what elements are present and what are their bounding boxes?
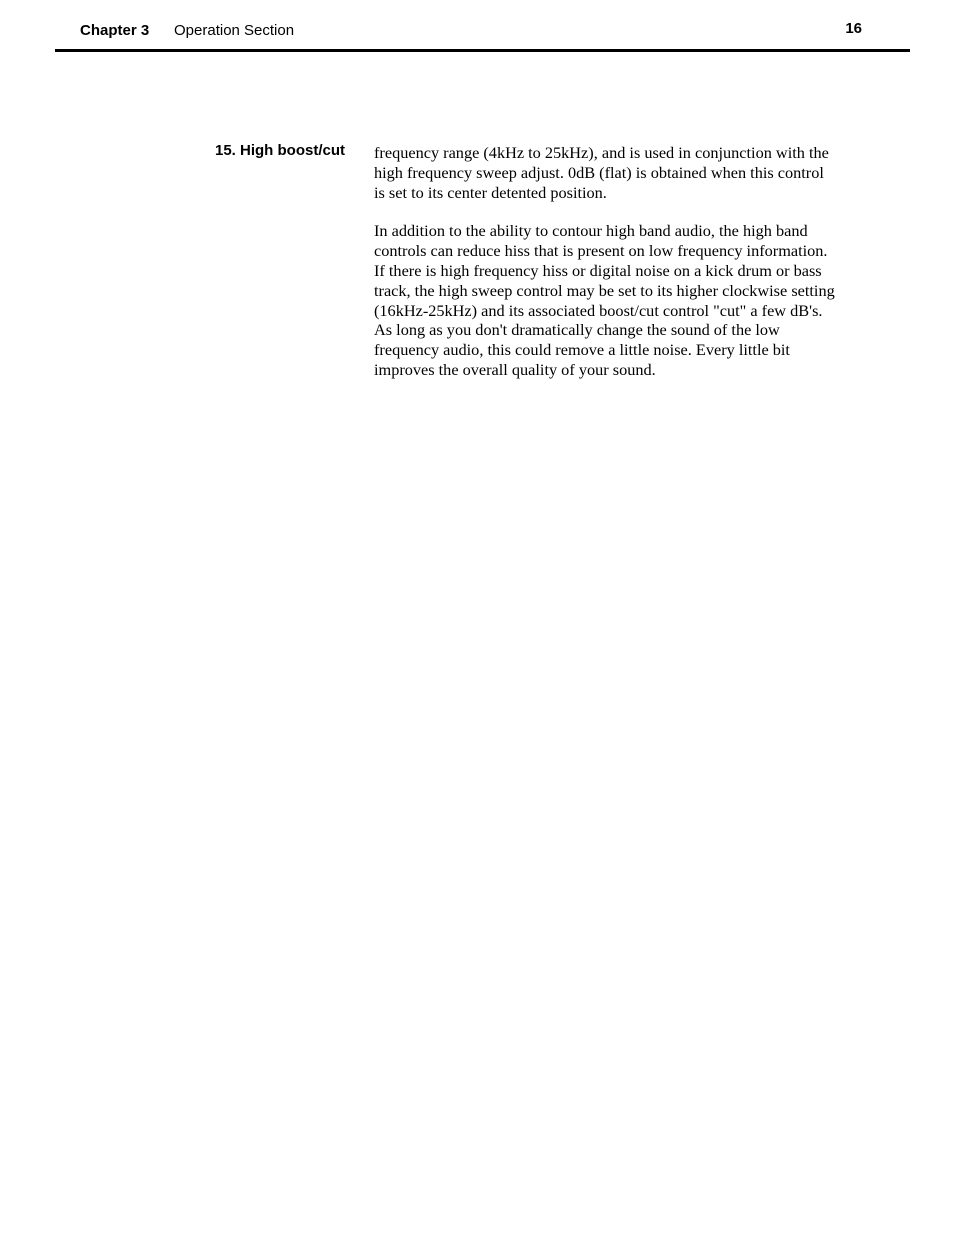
item-description bbox=[374, 143, 866, 399]
chapter-label: Chapter 3 bbox=[80, 22, 150, 39]
item-heading: 15. High boost/cut bbox=[215, 142, 346, 159]
page-number: 16 bbox=[845, 20, 862, 37]
paragraph-2: In addition to the ability to contour high band audio, the high band controls can reduce hiss that is present on low frequency information. If there is high frequency hiss or digital noise on a kick drum or bass track, the high sweep control may be set to its higher clockwise setting (16kHz-25kHz) and its associated boost/cut control "cut" a few dB's. As long as you don't dramatically change the sound of the low frequency audio, this could remove a little noise. Every little bit improves the overall quality of your sound. bbox=[374, 221, 835, 379]
section-title: Operation Section bbox=[174, 22, 295, 39]
paragraph-1: frequency range (4kHz to 25kHz), and is used in conjunction with the high frequency sweep adjust. 0dB (flat) is obtained when this control is set to its center detented position. bbox=[374, 143, 829, 202]
page-header bbox=[55, 0, 910, 52]
